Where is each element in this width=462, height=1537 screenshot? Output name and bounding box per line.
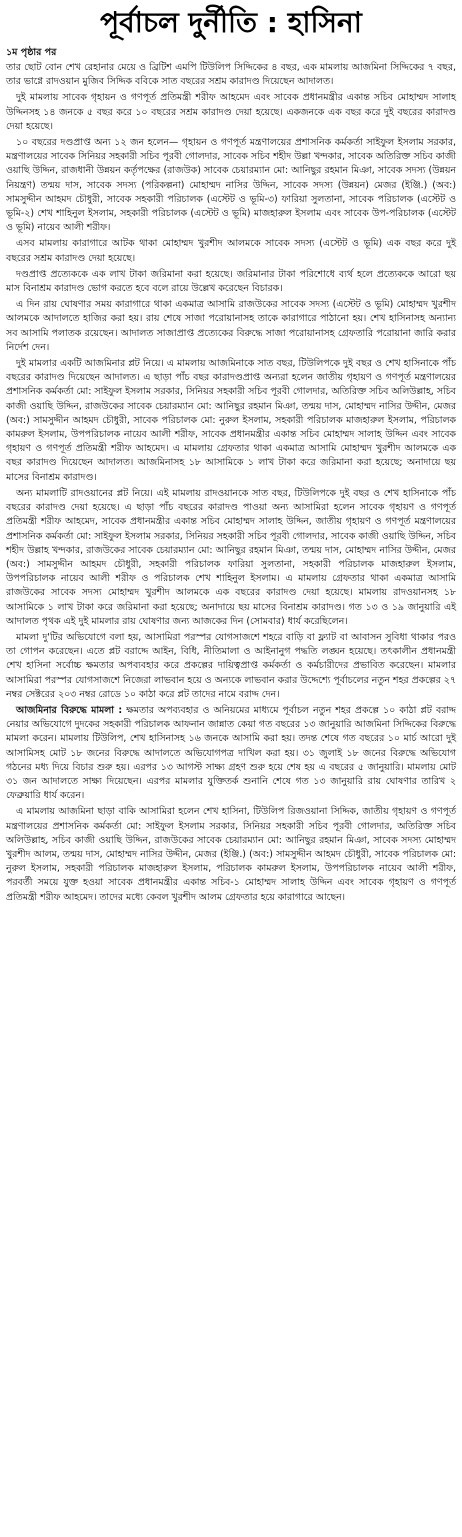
azmina-case-text: ক্ষমতার অপব্যবহার ও অনিয়মের মাধ্যমে পূর্বাচল নতুন শহর প্রকল্পে ১০ কাঠা প্লট বরাদ্দ নেয়ার অভিযোগে দুদকের সহকারী পরিচালক আফনান জান্নাত কেয়া গত বছরের ১৩ জানুয়ারি আজমিনা সিদ্দিকের বিরুদ্ধে মামলা করেন। মামলায় টিউলিপ, শেখ হাসিনাসহ ১৬ জনকে আসামি করা হয়। তদন্ত শেষে গত বছরের ১০ মার্চ আরো দুই আসামিসহ মোট ১৮ জনের বিরুদ্ধে আদালতে অভিযোগপত্র দাখিল করা হয়। ৩১ জুলাই ১৮ জনের বিরুদ্ধে অভিযোগ গঠনের মধ্য দিয়ে বিচার শুরু হয়। এরপর ১৩ আগস্ট সাক্ষ্য গ্রহণ শুরু হয়ে শেষ হয় এ বছরের ৫ জানুয়ারি। মামলায় মোট ৩১ জন আদালতে সাক্ষ্য দিয়েছেন। এরপর মামলার যুক্তিতর্ক শুনানি শেষে গত ১৩ জানুয়ারি রায় ঘোষণার তারিখ ২ ফেব্রুয়ারি ধার্য করেন। [6,704,456,802]
article-headline: পূর্বাচল দুর্নীতি : হাসিনা [100,6,362,39]
article-paragraph: মামলা দু'টির অভিযোগে বলা হয়, আসামিরা পরস্পর যোগসাজশে শহরে বাড়ি বা ফ্ল্যাট বা আবাসন সুবিধা থাকার পরও তা গোপন করেছেন। এতে প্লট বরাদ্দে আইন, বিধি, নীতিমালা ও আইনানুগ পদ্ধতি লঙ্ঘন হয়েছে। তৎকালীন প্রধানমন্ত্রী শেখ হাসিনা সর্বোচ্চ ক্ষমতার অপব্যবহার করে প্রকল্পের দায়িত্বপ্রাপ্ত কর্মকর্তা ও কর্মচারীদের প্রভাবিত করেছেন। মামলার আসামিরা পরস্পর যোগসাজশে নিজেরা লাভবান হয়ে ও অন্যকে লাভবান করার উদ্দেশ্যে পূর্বাচলের নতুন শহর প্রকল্পের ২৭ নম্বর সেক্টরের ২০৩ নম্বর রোডে ১০ কাঠা করে প্লট তাদের নামে বরাদ্দ দেন। [6,631,456,700]
article-body [6,61,456,905]
continued-from-label: ১ম পৃষ্ঠার পর [6,47,57,58]
azmina-case-subhead: আজমিনার বিরুদ্ধে মামলা : [16,704,123,716]
article-paragraph: দুই মামলার একটি আজমিনার প্লট নিয়ে। এ মামলায় আজমিনাকে সাত বছর, টিউলিপকে দুই বছর ও শেখ হাসিনাকে পাঁচ বছরের কারাদণ্ড দিয়েছেন আদালত। এ ছাড়া পাঁচ বছর কারাদণ্ডপ্রাপ্ত অন্যরা হলেন জাতীয় গৃহায়ণ ও গণপূর্ত মন্ত্রণালয়ের প্রশাসনিক কর্মকর্তা মো: সাইফুল ইসলাম সরকার, সিনিয়র সহকারী সচিব পূরবী গোলদার, অতিরিক্ত সচিব অলিউল্লাহ, সচিব কাজী ওয়াছি উদ্দিন, রাজউকের সাবেক চেয়ারম্যান মো: আনিছুর রহমান মিঞা, তন্ময় দাস, মোহাম্মদ নাসির উদ্দীন, মেজর (অব:) সামসুদ্দীন আহমদ চৌধুরী, সাবেক পরিচালক মো: নুরুল ইসলাম, সহকারী পরিচালক মাজহারুল ইসলাম, পরিচালক কামরুল ইসলাম, উপপরিচালক নায়েব আলী শরীফ, সাবেক প্রধানমন্ত্রীর একান্ত সচিব মোহাম্মদ সালাহ উদ্দিন এবং সাবেক গৃহায়ণ ও গণপূর্ত প্রতিমন্ত্রী শরীফ আহমেদ। এ মামলায় গ্রেফতার থাকা একমাত্র আসামি মোহাম্মদ খুরশীদ আলমকে এক বছর কারাদণ্ড দিয়েছেন আদালত। আজমিনাসহ ১৮ আসামিকে ১ লাখ টাকা করে জরিমানা করা হয়েছে; অনাদায়ে ছয় মাসের বিনাশ্রম কারাদণ্ড। [6,358,456,483]
article-paragraph: এসব মামলায় কারাগারে আটক থাকা মোহাম্মদ খুরশীদ আলমকে সাবেক সদস্য (এস্টেট ও ভূমি) এক বছর করে দুই বছরের সশ্রম কারাদণ্ড দেয়া হয়েছে। [6,238,456,264]
azmina-case-paragraph [6,704,456,803]
article-paragraph: দণ্ডপ্রাপ্ত প্রত্যেককে এক লাখ টাকা জরিমানা করা হয়েছে। জরিমানার টাকা পরিশোধে ব্যর্থ হলে প্রত্যেককে আরো ছয় মাস বিনাশ্রম কারাদণ্ড ভোগ করতে হবে বলে রায়ে উল্লেখ করেছেন বিচারক। [6,268,456,295]
article-paragraph: তার ছোট বোন শেখ রেহানার মেয়ে ও ব্রিটিশ এমপি টিউলিপ সিদ্দিকের ৪ বছর, এক মামলায় আজমিনা সিদ্দিকের ৭ বছর, তার ভাগ্নে রাদওয়ান মুজিব সিদ্দিক ববিকে সাত বছরের সশ্রম কারাদণ্ড দিয়েছেন আদালত। [6,62,456,88]
article-paragraph: এ দিন রায় ঘোষণার সময় কারাগারে থাকা একমাত্র আসামি রাজউকের সাবেক সদস্য (এস্টেট ও ভূমি) মোহাম্মদ খুরশীদ আলমকে আদালতে হাজির করা হয়। রায় শেষে সাজা পরোয়ানাসহ তাকে কারাগারে পাঠানো হয়। শেখ হাসিনাসহ অন্যান্য সব আসামি পলাতক রয়েছেন। আদালত সাজাপ্রাপ্ত প্রত্যেকের বিরুদ্ধে সাজা পরোয়ানাসহ গ্রেফতারি পরোয়ানা জারি করার নির্দেশ দেন। [6,299,456,353]
article-paragraph: অন্য মামলাটি রাদওয়ানের প্লট নিয়ে। এই মামলায় রাদওয়ানকে সাত বছর, টিউলিপকে দুই বছর ও শেখ হাসিনাকে পাঁচ বছরের কারাদণ্ড দেয়া হয়েছে। এ ছাড়া পাঁচ বছরের কারাদণ্ড পাওয়া অন্য আসামিরা হলেন সাবেক গৃহায়ণ ও গণপূর্ত প্রতিমন্ত্রী শরীফ আহমেদ, সাবেক প্রধানমন্ত্রীর একান্ত সচিব মোহাম্মদ সালাহ উদ্দিন, জাতীয় গৃহায়ণ ও গণপূর্ত মন্ত্রণালয়ের প্রশাসনিক কর্মকর্তা মো: সাইফুল ইসলাম সরকার, সিনিয়র সহকারী সচিব পূরবী গোলদার, সাবেক কাজী ওয়াছি উদ্দিন, সচিব শহীদ উল্লাহ খন্দকার, রাজউকের সাবেক চেয়ারম্যান মো: আনিছুর রহমান মিঞা, তন্ময় দাস, মোহাম্মদ নাসির উদ্দীন, মেজর (অব:) সামসুদ্দীন আহমদ চৌধুরী, সহকারী পরিচালক ফারিয়া সুলতানা, সহকারী পরিচালক মাজহারুল ইসলাম, উপপরিচালক নায়েব আলী শরীফ ও পরিচালক শেখ শাহিনুল ইসলাম। এ মামলায় গ্রেফতার থাকা একমাত্র আসামি রাজউকের সাবেক সদস্য মোহাম্মদ খুরশীদ আলমকে এক বছরের কারাদণ্ড দেয়া হয়েছে। মামলায় রাদওয়ানসহ ১৮ আসামিকে ১ লাখ টাকা করে জরিমানা করা হয়েছে; অনাদায়ে ছয় মাসের বিনাশ্রম কারাদণ্ড। গত ১৩ ও ১৯ জানুয়ারি এই আদালত পৃথক এই দুই মামলার রায় ঘোষণার জন্য আজকের দিন (সোমবার) ধার্য করেছিলেন। [6,487,456,627]
article-paragraph: ১০ বছরের দণ্ডপ্রাপ্ত অন্য ১২ জন হলেন— গৃহায়ন ও গণপূর্ত মন্ত্রণালয়ের প্রশাসনিক কর্মকর্তা সাইফুল ইসলাম সরকার, মন্ত্রণালয়ের সাবেক সিনিয়র সহকারী সচিব পূরবী গোলদার, সাবেক সচিব শহীদ উল্লা খন্দকার, সাবেক অতিরিক্ত সচিব কাজী ওয়াছি উদ্দিন, রাজধানী উন্নয়ন কর্তৃপক্ষের (রাজউক) সাবেক চেয়ারম্যান মো: আনিছুর রহমান মিঞা, সাবেক সদস্য (উন্নয়ন নিয়ন্ত্রণ) তন্ময় দাস, সাবেক সদস্য (পরিকল্পনা) মোহাম্মদ নাসির উদ্দিন, সাবেক সদস্য (উন্নয়ন) মেজর (ইঞ্জি.) (অব:) সামসুদ্দীন আহমদ চৌধুরী, সাবেক সহকারী পরিচালক (এস্টেট ও ভূমি-৩) ফারিয়া সুলতানা, সাবেক পরিচালক (এস্টেট ও ভূমি-২) শেখ শাহিনুল ইসলাম, সহকারী পরিচালক (এস্টেট ও ভূমি) মাজহারুল ইসলাম এবং সাবেক উপ-পরিচালক (এস্টেট ও ভূমি) নায়েব আলী শরীফ। [6,137,456,234]
article-paragraph: দুই মামলায় সাবেক গৃহায়ন ও গণপূর্ত প্রতিমন্ত্রী শরীফ আহমেদ এবং সাবেক প্রধানমন্ত্রীর একান্ত সচিব মোহাম্মদ সালাহ উদ্দিনসহ ১৪ জনকে ৫ বছর করে ১০ বছরের সশ্রম কারাদণ্ড দেয়া হয়েছে। একজনকে এক বছর করে দুই বছরের কারাদণ্ড দেয়া হয়েছে। [6,92,456,132]
article-paragraph: এ মামলায় আজমিনা ছাড়া বাকি আসামিরা হলেন শেখ হাসিনা, টিউলিপ রিজওয়ানা সিদ্দিক, জাতীয় গৃহায়ণ ও গণপূর্ত মন্ত্রণালয়ের প্রশাসনিক কর্মকর্তা মো: সাইফুল ইসলাম সরকার, সিনিয়র সহকারী সচিব পূরবী গোলদার, অতিরিক্ত সচিব অলিউল্লাহ, সচিব কাজী ওয়াছি উদ্দিন, রাজউকের সাবেক চেয়ারম্যান মো: আনিছুর রহমান মিঞা, সাবেক সদস্য মোহাম্মদ খুরশীদ আলম, তন্ময় দাস, মোহাম্মদ নাসির উদ্দীন, মেজর (ইঞ্জি.) (অব:) সামসুদ্দীন আহমদ চৌধুরী, সাবেক পরিচালক মো: নুরুল ইসলাম, সহকারী পরিচালক মাজহারুল ইসলাম, পরিচালক কামরুল ইসলাম, উপপরিচালক নায়েব আলী শরীফ, পরবর্তী সময়ে যুক্ত হওয়া সাবেক প্রধানমন্ত্রীর একান্ত সচিব-১ মোহাম্মদ সালাহ উদ্দিন এবং সাবেক গৃহায়ণ ও গণপূর্ত প্রতিমন্ত্রী শরীফ আহমেদ। তাদের মধ্যে কেবল খুরশীদ আলম গ্রেফতার হয়ে কারাগারে আছেন। [6,806,456,903]
